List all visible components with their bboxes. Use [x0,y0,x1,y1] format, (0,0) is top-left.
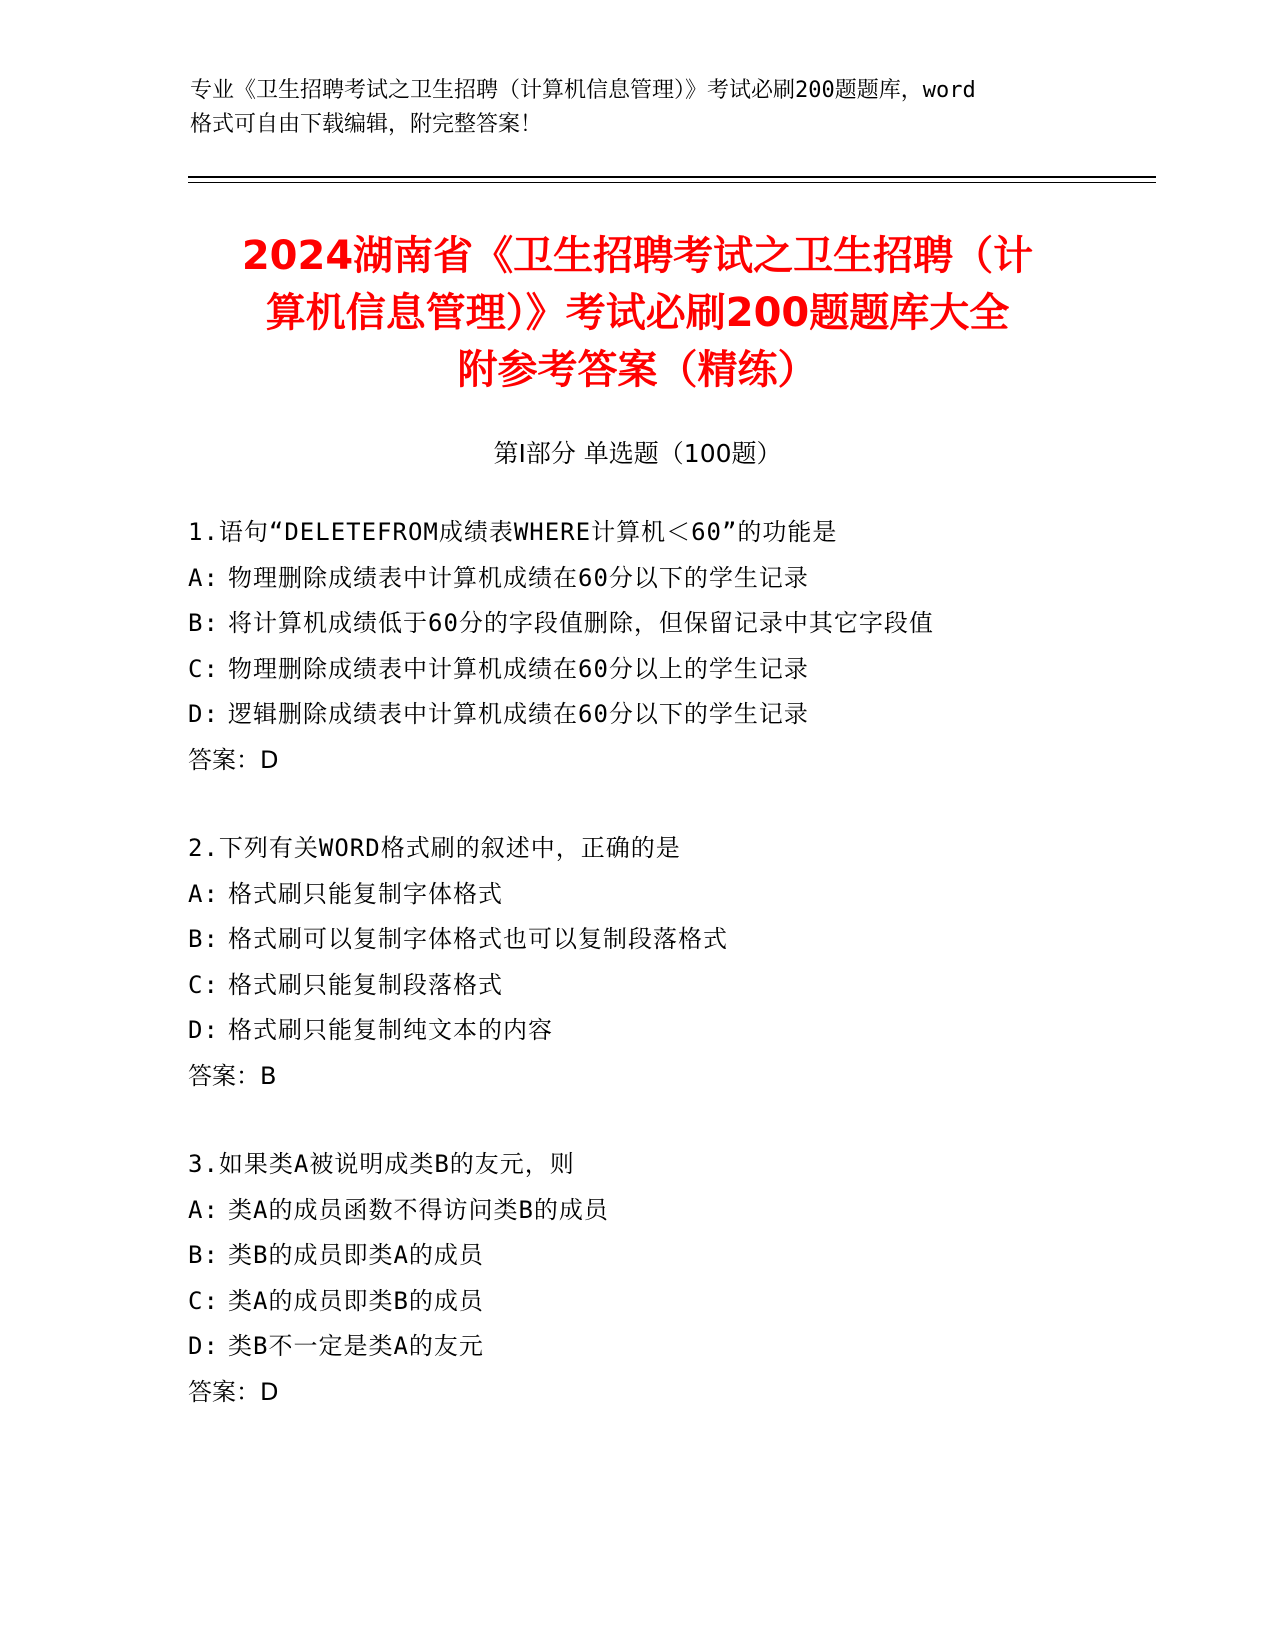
option-text: 类A的成员函数不得访问类B的成员 [228,1195,609,1224]
question-stem: 2.下列有关WORD格式刷的叙述中，正确的是 [188,834,681,862]
question-2 [188,826,1088,1099]
header-note-line-2: 格式可自由下载编辑，附完整答案！ [190,112,543,137]
option-text: 格式刷可以复制字体格式也可以复制段落格式 [228,925,728,953]
option-text: 将计算机成绩低于60分的字段值删除，但保留记录中其它字段值 [228,609,934,637]
document-title-line-3: 附参考答案（精练） [457,347,818,393]
option-a [188,1188,1088,1234]
option-a [188,872,1088,918]
option-key: C: [188,1286,219,1315]
answer: 答案：B [188,1061,277,1090]
header-note-line-1: 专业《卫生招聘考试之卫生招聘（计算机信息管理）》考试必刷200题题库，word [190,78,976,103]
option-text: 类B的成员即类A的成员 [228,1241,484,1269]
option-d [188,692,1088,738]
answer: 答案：D [188,1377,279,1406]
header-rule-thin [188,182,1156,183]
option-key: A: [188,563,219,592]
option-text: 格式刷只能复制字体格式 [228,879,503,908]
option-key: B: [188,925,219,953]
header-note [190,74,1100,142]
question-stem: 1.语句“DELETEFROM成绩表WHERE计算机＜60”的功能是 [188,518,838,546]
option-c [188,963,1088,1009]
question-1 [188,510,1088,783]
question-3 [188,1142,1088,1415]
document-title-line-2: 算机信息管理）》考试必刷200题题库大全 [265,290,1010,336]
option-c [188,647,1088,693]
option-text: 物理删除成绩表中计算机成绩在60分以下的学生记录 [228,563,809,592]
option-key: B: [188,609,219,637]
section-title: 第Ⅰ部分 单选题（100题） [493,439,782,468]
option-b [188,601,1088,647]
option-key: C: [188,970,219,999]
option-key: D: [188,1016,219,1044]
answer: 答案：D [188,745,279,774]
option-c [188,1279,1088,1325]
option-text: 类B不一定是类A的友元 [228,1332,484,1360]
document-title-line-1: 2024湖南省《卫生招聘考试之卫生招聘（计 [241,233,1034,279]
option-text: 类A的成员即类B的成员 [228,1286,484,1315]
option-d [188,1324,1088,1370]
option-b [188,1233,1088,1279]
option-text: 物理删除成绩表中计算机成绩在60分以上的学生记录 [228,654,809,683]
option-text: 逻辑删除成绩表中计算机成绩在60分以下的学生记录 [228,700,809,728]
option-key: D: [188,700,219,728]
option-d [188,1008,1088,1054]
option-text: 格式刷只能复制段落格式 [228,970,503,999]
option-key: C: [188,654,219,683]
option-b [188,917,1088,963]
option-key: A: [188,1195,219,1224]
option-a [188,556,1088,602]
question-stem: 3.如果类A被说明成类B的友元，则 [188,1150,575,1178]
option-key: B: [188,1241,219,1269]
option-key: A: [188,879,219,908]
document-title [170,228,1105,399]
option-key: D: [188,1332,219,1360]
header-rule-thick [188,176,1156,178]
option-text: 格式刷只能复制纯文本的内容 [228,1016,553,1044]
